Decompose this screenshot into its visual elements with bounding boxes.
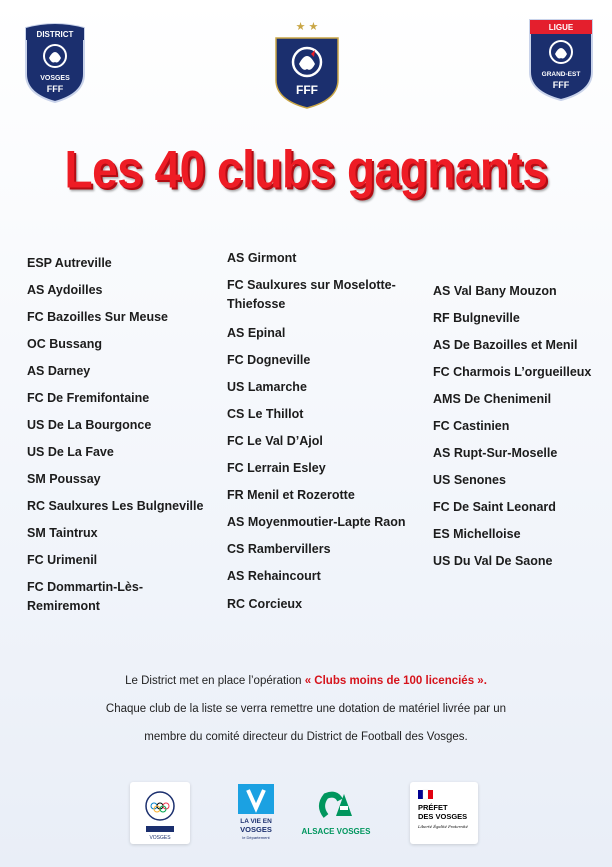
club-item: AS De Bazoilles et Menil [433, 338, 578, 352]
la-vie-en-vosges-logo [236, 782, 276, 844]
club-item: FC Dogneville [227, 353, 311, 367]
info-operation-name: « Clubs moins de 100 licenciés ». [304, 675, 487, 687]
club-item: AS Val Bany Mouzon [433, 284, 557, 298]
club-item: SM Poussay [27, 472, 101, 486]
club-item: RC Saulxures Les Bulgneville [27, 499, 204, 513]
club-item: AS Moyenmoutier-Lapte Raon [227, 515, 406, 529]
club-item: FC Saulxures sur Moselotte-Thiefosse [227, 278, 396, 311]
club-item: ES Michelloise [433, 527, 521, 541]
svg-text:LIGUE: LIGUE [548, 23, 574, 32]
svg-text:★ ★: ★ ★ [295, 21, 319, 33]
club-item: RC Corcieux [227, 597, 303, 611]
info-line-1-prefix: Le District met en place l’opération [125, 675, 305, 687]
club-item: US De La Bourgonce [27, 418, 152, 432]
fff-logo [272, 20, 342, 110]
fff-rooster-crest-icon [272, 20, 342, 110]
svg-text:GRAND-EST: GRAND-EST [541, 71, 581, 78]
club-item: CS Le Thillot [227, 407, 304, 421]
ligue-grand-est-fff-crest-icon [526, 16, 596, 102]
club-item: AMS De Chenimenil [433, 392, 552, 406]
info-line-2: Chaque club de la liste se verra remettre une dotation de matériel livrée par un [105, 703, 507, 715]
club-item: RF Bulgneville [433, 311, 520, 325]
club-item: FC Dommartin-Lès-Remiremont [27, 580, 143, 613]
club-item: SM Taintrux [27, 526, 98, 540]
info-line-3: membre du comité directeur du District de Football des Vosges. [144, 731, 468, 743]
club-item: US Du Val De Saone [433, 554, 553, 568]
svg-text:Liberté Égalité Fraternité: Liberté Égalité Fraternité [418, 824, 468, 829]
info-line-1 [0, 675, 612, 687]
club-item: FC Charmois L’orgueilleux [433, 365, 592, 379]
credit-agricole-logo-icon [296, 782, 376, 844]
svg-text:FFF: FFF [46, 84, 64, 94]
club-item: US Senones [433, 473, 506, 487]
svg-text:ALSACE VOSGES: ALSACE VOSGES [301, 827, 371, 836]
club-item: FC Lerrain Esley [227, 461, 326, 475]
district-vosges-fff-crest-icon [22, 22, 88, 104]
page-title: Les 40 clubs gagnants [64, 139, 548, 199]
svg-text:VOSGES: VOSGES [240, 825, 272, 834]
cdos-vosges-olympic-logo-icon [130, 782, 190, 844]
svg-text:DISTRICT: DISTRICT [36, 30, 74, 39]
svg-text:FFF: FFF [296, 83, 318, 97]
club-item: CS Rambervillers [227, 542, 331, 556]
svg-text:VOSGES: VOSGES [149, 835, 171, 841]
club-item: OC Bussang [27, 337, 103, 351]
club-item: ESP Autreville [27, 256, 112, 270]
club-item: AS Rehaincourt [227, 569, 321, 583]
marianne-icon [418, 790, 423, 799]
cdos-vosges-logo [130, 782, 190, 844]
prefet-des-vosges-logo [410, 782, 478, 844]
svg-text:le Département: le Département [242, 835, 270, 840]
svg-text:DES VOSGES: DES VOSGES [418, 812, 468, 821]
svg-text:LA VIE EN: LA VIE EN [240, 818, 272, 825]
club-item: AS Aydoilles [27, 283, 103, 297]
ligue-grand-est-logo [526, 16, 596, 102]
club-item: FR Menil et Rozerotte [227, 488, 355, 502]
club-item: FC Le Val D’Ajol [227, 434, 323, 448]
club-item: AS Rupt-Sur-Moselle [433, 446, 558, 460]
club-item: FC Bazoilles Sur Meuse [27, 310, 169, 324]
club-item: AS Epinal [227, 326, 286, 340]
club-item: AS Girmont [227, 251, 297, 265]
club-item: US De La Fave [27, 445, 114, 459]
svg-text:VOSGES: VOSGES [40, 75, 70, 82]
club-item: US Lamarche [227, 380, 307, 394]
club-item: FC De Fremifontaine [27, 391, 150, 405]
svg-text:FFF: FFF [552, 80, 570, 90]
club-item: FC De Saint Leonard [433, 500, 556, 514]
la-vie-en-vosges-logo-icon [236, 782, 276, 844]
prefet-des-vosges-logo-icon [410, 782, 478, 844]
district-vosges-logo [22, 22, 88, 104]
club-item: AS Darney [27, 364, 91, 378]
credit-agricole-logo [296, 782, 376, 844]
club-item: FC Castinien [433, 419, 510, 433]
svg-text:PRÉFET: PRÉFET [418, 803, 448, 812]
club-item: FC Urimenil [27, 553, 98, 567]
